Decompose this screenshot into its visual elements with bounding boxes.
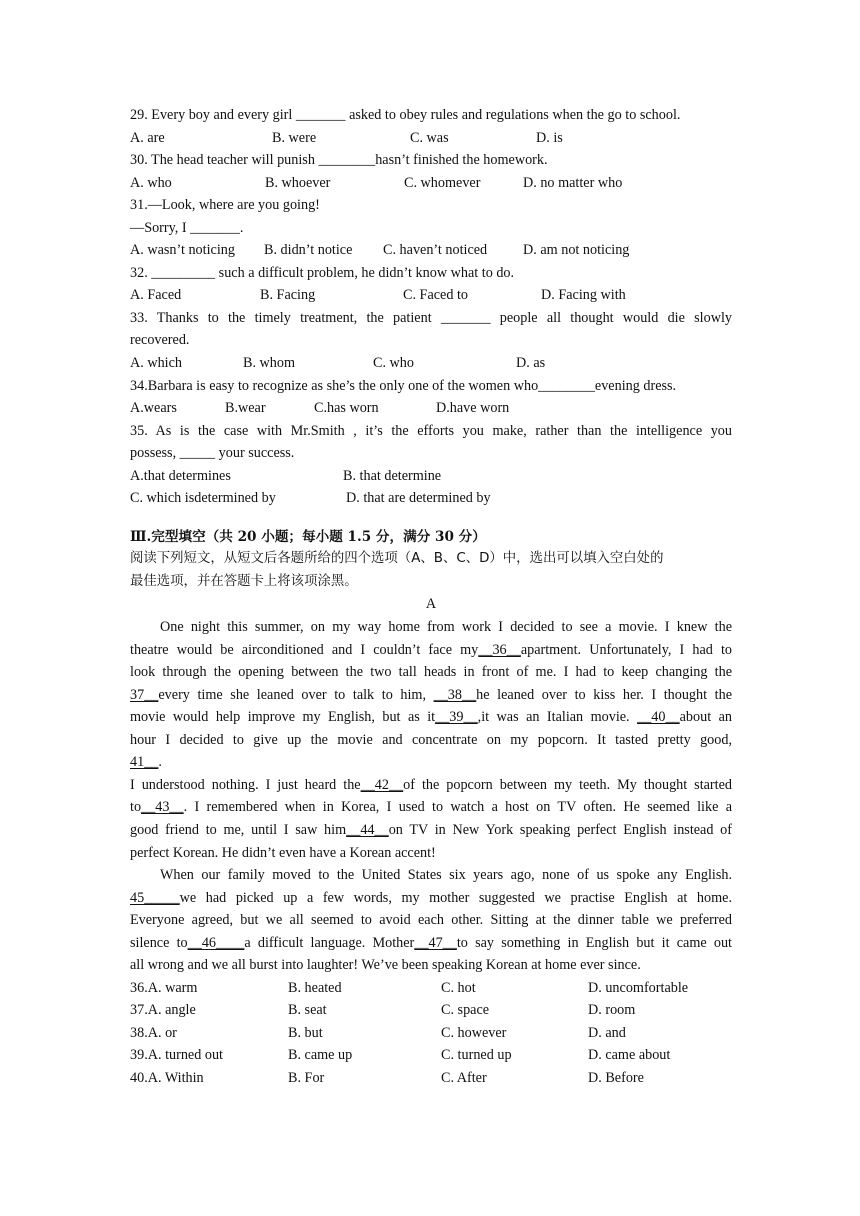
question-35-stem-cont: possess, _____ your success. [130, 445, 295, 462]
question-34-options [130, 397, 732, 420]
question-33-stem-cont: recovered. [130, 332, 190, 349]
passage-text: we had picked up a few words, my mother suggested we practise English at home. [179, 889, 732, 906]
option-c: C. however [441, 1024, 507, 1041]
question-35-stem: 35. As is the case with Mr.Smith , it’s the efforts you make, rather than the intelligence you [130, 422, 732, 439]
option-d: D.have worn [436, 400, 510, 417]
blank-47: __47__ [414, 934, 457, 951]
blank-37: 37__ [130, 686, 159, 703]
question-34-stem: 34.Barbara is easy to recognize as she’s the only one of the women who________evening dress. [130, 377, 677, 394]
question-29-options [130, 127, 732, 150]
option-b: B.wear [225, 400, 266, 417]
blank-46: __46____ [187, 934, 245, 951]
option-c: C. space [441, 1002, 490, 1019]
question-31-stem: 31.—Look, where are you going! [130, 197, 320, 214]
option-a: A. wasn’t noticing [130, 242, 235, 259]
cloze-options-36 [130, 977, 732, 1000]
question-31-options [130, 239, 732, 262]
option-b: B. Facing [260, 287, 316, 304]
option-d: D. Before [588, 1069, 644, 1086]
option-c: C. who [373, 355, 414, 372]
passage-line [130, 639, 732, 662]
passage-text: movie would help improve my English, but as it [130, 709, 436, 726]
question-29-stem: 29. Every boy and every girl _______ asked to obey rules and regulations when the go to school. [130, 107, 681, 123]
option-c: C. turned up [441, 1047, 512, 1064]
option-c: C. which isdetermined by [130, 490, 276, 507]
section-heading: Ⅲ.完型填空（共 20 小题；每小题 1.5 分，满分 30 分） [130, 528, 486, 545]
option-a: A. Faced [130, 287, 182, 304]
question-31-stem-reply: —Sorry, I _______. [130, 219, 244, 236]
option-b: B. were [272, 129, 317, 146]
section-instructions: 阅读下列短文，从短文后各题所给的四个选项（A、B、C、D）中，选出可以填入空白处的 [130, 551, 664, 567]
passage-line [130, 774, 732, 797]
cloze-options-37 [130, 999, 732, 1022]
option-a: 39.A. turned out [130, 1047, 223, 1064]
option-b: B. that determine [343, 467, 442, 484]
option-d: D. and [588, 1024, 626, 1041]
passage-text: to say something in English but it came out [456, 934, 732, 951]
option-c: C. whomever [404, 174, 481, 191]
passage-text: to [130, 799, 142, 816]
question-35-options-row1 [130, 465, 732, 488]
passage-line [130, 751, 732, 774]
cloze-options-39 [130, 1044, 732, 1067]
blank-44: __44__ [346, 821, 389, 838]
passage-text: every time she leaned over to talk to him, [158, 686, 434, 703]
passage-line [130, 887, 732, 910]
option-d: D. no matter who [523, 174, 623, 191]
passage-text: on TV in New York speaking perfect English instead of [388, 821, 732, 838]
passage-line: One night this summer, on my way home from work I decided to see a movie. I knew the [160, 619, 732, 636]
passage-label: A [425, 596, 437, 613]
passage-text: he leaned over to kiss her. I thought the [476, 686, 732, 703]
blank-43: __43__ [141, 799, 184, 816]
option-c: C.has worn [314, 400, 379, 417]
option-d: D. came about [588, 1047, 671, 1064]
option-b: B. didn’t notice [264, 242, 353, 259]
option-c: C. was [410, 129, 449, 146]
option-d: D. Facing with [541, 287, 626, 304]
passage-text: a difficult language. Mother [244, 934, 415, 951]
passage-text: . [158, 754, 162, 771]
exam-page [130, 104, 732, 1090]
passage-line: Everyone agreed, but we all seemed to avoid each other. Sitting at the dinner table we preferred [130, 912, 732, 929]
option-a: 37.A. angle [130, 1002, 196, 1019]
option-b: B. For [288, 1069, 325, 1086]
option-c: C. haven’t noticed [383, 242, 488, 259]
option-b: B. heated [288, 979, 342, 996]
question-33-options [130, 352, 732, 375]
question-30-options [130, 172, 732, 195]
option-c: C. After [441, 1069, 487, 1086]
option-a: 40.A. Within [130, 1069, 204, 1086]
option-a: A.wears [130, 400, 177, 417]
passage-line: hour I decided to give up the movie and concentrate on my popcorn. It tasted pretty good, [130, 731, 732, 748]
option-d: D. is [536, 129, 563, 146]
option-d: D. that are determined by [346, 490, 491, 507]
blank-41: 41__ [130, 754, 159, 771]
section-instructions-cont: 最佳选项，并在答题卡上将该项涂黑。 [130, 573, 358, 589]
passage-line: When our family moved to the United States six years ago, none of us spoke any English. [160, 867, 732, 884]
option-a: 38.A. or [130, 1024, 177, 1041]
passage-line: all wrong and we all burst into laughter! We’ve been speaking Korean at home ever since. [130, 957, 641, 974]
question-30-stem: 30. The head teacher will punish ________hasn’t finished the homework. [130, 152, 548, 169]
option-b: B. came up [288, 1047, 353, 1064]
passage-text: . I remembered when in Korea, I used to watch a host on TV often. He seemed like a [183, 799, 732, 816]
option-c: C. Faced to [403, 287, 469, 304]
option-a: A. who [130, 174, 172, 191]
question-33-stem: 33. Thanks to the timely treatment, the patient _______ people all thought would die slowly [130, 309, 732, 326]
blank-40: __40__ [637, 709, 680, 726]
passage-text: apartment. Unfortunately, I had to [520, 641, 732, 658]
passage-text: I understood nothing. I just heard the [130, 776, 361, 793]
option-d: D. room [588, 1002, 636, 1019]
question-35-options-row2 [130, 487, 732, 510]
passage-line [130, 819, 732, 842]
passage-line [130, 932, 732, 955]
blank-38: __38__ [433, 686, 477, 703]
question-32-stem: 32. _________ such a difficult problem, he didn’t know what to do. [130, 264, 515, 281]
option-b: B. whom [243, 355, 296, 372]
option-d: D. uncomfortable [588, 979, 689, 996]
option-b: B. whoever [265, 174, 331, 191]
option-b: B. seat [288, 1002, 327, 1019]
cloze-options-40 [130, 1067, 732, 1090]
option-d: D. am not noticing [523, 242, 630, 259]
passage-text: ,it was an Italian movie. [477, 709, 638, 726]
passage-text: silence to [130, 934, 188, 951]
passage-text: about an [679, 709, 732, 726]
blank-39: __39__ [435, 709, 478, 726]
passage-text: good friend to me, until I saw him [130, 821, 347, 838]
question-32-options [130, 284, 732, 307]
passage-text: of the popcorn between my teeth. My thought started [403, 776, 732, 793]
passage-line [130, 796, 732, 819]
option-a: A. are [130, 129, 165, 146]
blank-42: __42__ [360, 776, 404, 793]
passage-text: theatre would be airconditioned and I couldn’t face my [130, 641, 479, 658]
passage-line: perfect Korean. He didn’t even have a Korean accent! [130, 844, 436, 861]
option-b: B. but [288, 1024, 323, 1041]
passage-line [130, 706, 732, 729]
passage-line: look through the opening between the two tall heads in front of me. I had to keep changing the [130, 664, 732, 681]
option-a: A.that determines [130, 467, 231, 484]
option-a: 36.A. warm [130, 979, 198, 996]
blank-45: 45_____ [130, 889, 180, 906]
passage-line [130, 684, 732, 707]
blank-36: __36__ [478, 641, 521, 658]
option-d: D. as [516, 355, 546, 372]
option-a: A. which [130, 355, 183, 372]
option-c: C. hot [441, 979, 476, 996]
cloze-options-38 [130, 1022, 732, 1045]
